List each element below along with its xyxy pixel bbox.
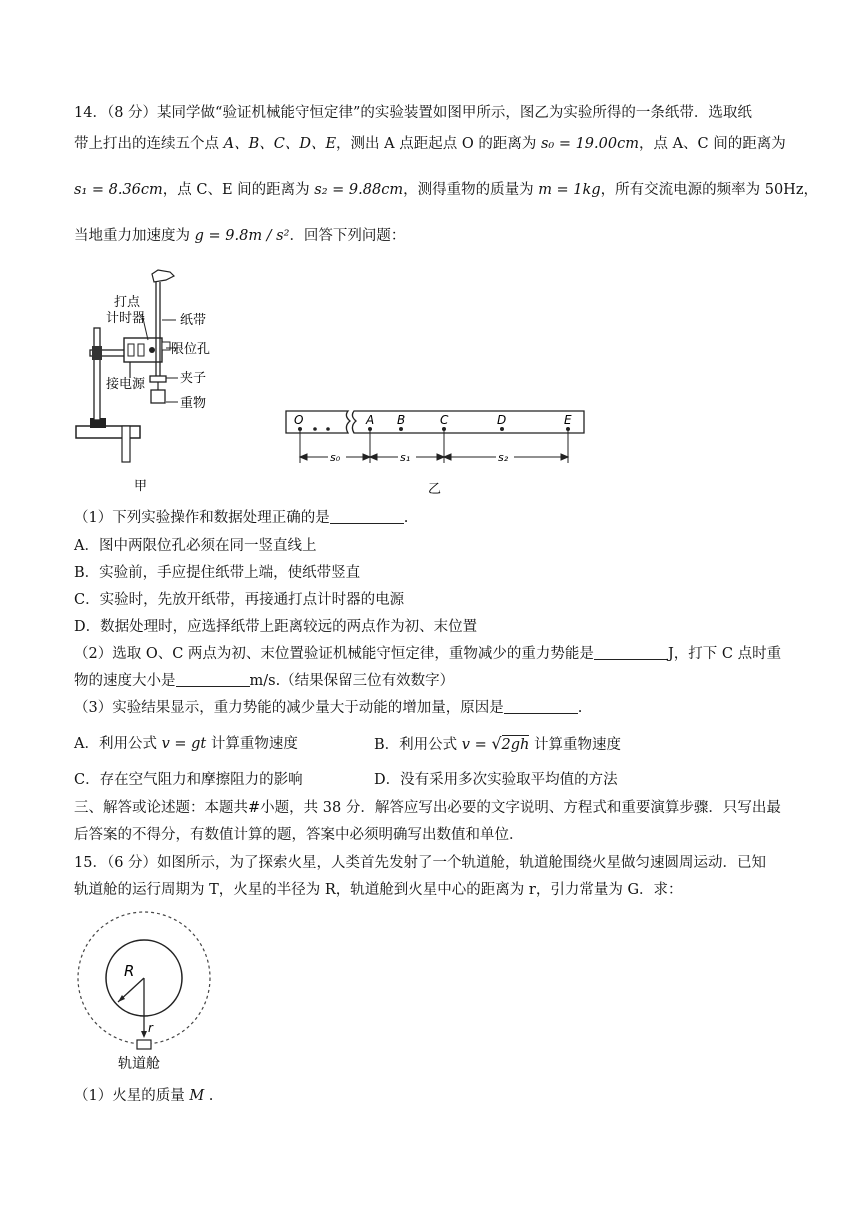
q14-text: ，测出 A 点距起点 O 的距离为 (336, 136, 541, 152)
caption-orbiter: 轨道舱 (118, 1056, 160, 1072)
point-E (566, 427, 570, 431)
label-jiazi: 夹子 (180, 371, 207, 386)
label-zhidai: 纸带 (180, 313, 207, 328)
q14-p3-stem (74, 698, 794, 718)
option-text: A．图中两限位孔必须在同一竖直线上 (74, 538, 317, 554)
mass-equation: m = 1kg (538, 182, 601, 198)
arrowhead-r (141, 1031, 147, 1038)
sec3-line1 (74, 798, 794, 818)
q14-line2 (74, 134, 794, 154)
q14-p3-opt-a (74, 734, 298, 754)
label-B: B (397, 413, 406, 427)
q14-p2-text: m/s.（结果保留三位有效数字） (249, 673, 455, 689)
option-text: B．实验前，手应提住纸带上端，使纸带竖直 (74, 565, 361, 581)
q14-line1 (74, 103, 794, 123)
tape-right (352, 411, 584, 433)
s0-equation: s₀ = 19.00cm (540, 136, 639, 152)
q14-p3-end: . (577, 700, 583, 716)
label-zhongwu: 重物 (180, 396, 207, 411)
s2-equation: s₂ = 9.88cm (314, 182, 404, 198)
hand-icon (152, 270, 174, 282)
q14-p3-opt-c (74, 770, 303, 790)
q14-p1-text: （1）下列实验操作和数据处理正确的是 (74, 510, 330, 526)
clamp-knob (92, 346, 102, 360)
option-text: D．数据处理时，应选择纸带上距离较远的两点作为初、末位置 (74, 619, 478, 635)
q15-text: 15．（6 分）如图所示，为了探索火星，人类首先发射了一个轨道舱，轨道舱围绕火星做匀速圆周运动．已知 (74, 855, 767, 871)
label-xianweikong: 限位孔 (171, 342, 211, 357)
q14-text: ，所有交流电源的频率为 50Hz， (600, 182, 818, 198)
label-r: r (148, 1021, 153, 1035)
sec3-line2 (74, 825, 794, 845)
label-C: C (440, 413, 449, 427)
option-text: B．利用公式 (374, 737, 462, 753)
timer-part (138, 344, 144, 356)
figure-mars-orbit (76, 910, 216, 1072)
point-C (442, 427, 446, 431)
sec3-text: 三、解答或论述题：本题共#小题，共 38 分．解答应写出必要的文字说明、方程式和重要演算步骤．只写出最 (74, 800, 781, 816)
q15-p1-text: （1）火星的质量 (74, 1088, 190, 1104)
label-A: A (366, 413, 375, 427)
q14-p3-text: （3）实验结果显示，重力势能的减少量大于动能的增加量，原因是 (74, 700, 504, 716)
weight-block (151, 390, 165, 403)
label-D: D (497, 413, 507, 427)
clip (150, 376, 166, 382)
q14-p2-line1 (74, 644, 794, 664)
formula-v-gt: v = gt (161, 736, 207, 752)
point-A (368, 427, 372, 431)
option-text: D．没有采用多次实验取平均值的方法 (374, 772, 618, 788)
q15-text: 轨道舱的运行周期为 T，火星的半径为 R，轨道舱到火星中心的距离为 r，引力常量为 G．求： (74, 882, 683, 898)
orbiter-box (137, 1040, 151, 1049)
label-E: E (564, 413, 572, 427)
sec3-text: 后答案的不得分，有数值计算的题，答案中必须明确写出数值和单位． (74, 827, 524, 843)
point-dot (326, 427, 330, 431)
q14-text: ，点 C、E 间的距离为 (162, 182, 315, 198)
formula-radicand: 2gh (501, 737, 530, 753)
q14-text: 14．（8 分）某同学做“验证机械能守恒定律”的实验装置如图甲所示，图乙为实验所得的一条纸带．选取纸 (74, 105, 752, 121)
answer-blank[interactable] (594, 645, 668, 660)
figure-yi-paper-tape (284, 405, 594, 497)
q14-p1-opt-b (74, 563, 794, 583)
limit-hole-block (162, 342, 170, 350)
q14-p1-end: . (403, 510, 409, 526)
label-jiedianyuan: 接电源 (106, 377, 146, 392)
q14-text: 带上打出的连续五个点 (74, 136, 224, 152)
q14-p2-text: 物的速度大小是 (74, 673, 176, 689)
q15-line1 (74, 853, 794, 873)
q14-p1-opt-c (74, 590, 794, 610)
q14-p2-line2 (74, 671, 794, 691)
option-text: C．存在空气阻力和摩擦阻力的影响 (74, 772, 303, 788)
q15-p1-end: . (204, 1088, 214, 1104)
gravity-equation: g = 9.8m / s² (194, 228, 290, 244)
q14-p3-opt-d (374, 770, 618, 790)
label-jishiqi: 计时器 (106, 311, 146, 326)
option-text: C．实验时，先放开纸带，再接通打点计时器的电源 (74, 592, 405, 608)
timer-dot (149, 347, 155, 353)
label-dadian: 打点 (114, 295, 141, 310)
caption-jia: 甲 (134, 479, 148, 494)
answer-blank[interactable] (330, 509, 404, 524)
sqrt-icon: √ (491, 734, 502, 753)
q14-line3 (74, 180, 818, 200)
label-O: O (294, 413, 304, 427)
q14-p1-stem (74, 508, 794, 528)
label-s0: s₀ (330, 451, 341, 464)
point-D (500, 427, 504, 431)
q14-p1-opt-a (74, 536, 794, 556)
q15-p1 (74, 1086, 794, 1106)
q15-line2 (74, 880, 794, 900)
formula-v: v = (461, 737, 487, 753)
label-R: R (124, 962, 135, 980)
stand-pole (94, 328, 100, 420)
table-leg (122, 426, 130, 462)
q14-p1-opt-d (74, 617, 794, 637)
point-O (298, 427, 302, 431)
q14-text: ，测得重物的质量为 (403, 182, 539, 198)
option-text: A．利用公式 (74, 736, 162, 752)
q14-text: ，点 A、C 间的距离为 (638, 136, 786, 152)
point-B (399, 427, 403, 431)
timer-part (128, 344, 134, 356)
mass-M: M (189, 1088, 205, 1104)
option-text: 计算重物速度 (206, 736, 298, 752)
q14-line4 (74, 226, 794, 246)
answer-blank[interactable] (176, 672, 250, 687)
answer-blank[interactable] (504, 699, 578, 714)
label-s2: s₂ (498, 451, 509, 464)
q14-p2-text: J，打下 C 点时重 (667, 646, 782, 662)
label-s1: s₁ (400, 451, 411, 464)
caption-yi: 乙 (428, 482, 442, 497)
q14-p3-opt-b (374, 734, 621, 755)
q14-points: A、B、C、D、E (223, 136, 337, 152)
q14-text: ．回答下列问题： (289, 228, 406, 244)
figure-jia-apparatus (70, 262, 250, 494)
s1-equation: s₁ = 8.36cm (74, 182, 163, 198)
option-text: 计算重物速度 (529, 737, 621, 753)
q14-text: 当地重力加速度为 (74, 228, 195, 244)
point-dot (313, 427, 317, 431)
q14-p2-text: （2）选取 O、C 两点为初、末位置验证机械能守恒定律，重物减少的重力势能是 (74, 646, 594, 662)
